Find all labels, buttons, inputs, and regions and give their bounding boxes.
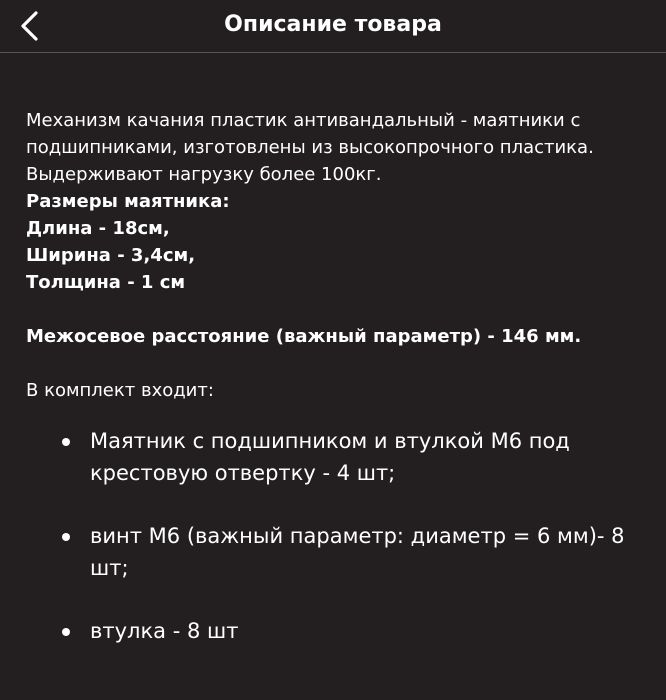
kit-list [26, 425, 640, 647]
list-item: Маятник с подшипником и втулкой М6 под крестовую отвертку - 4 шт; [26, 425, 640, 489]
size-width: Ширина - 3,4см, [26, 245, 196, 266]
sizes-heading: Размеры маятника: [26, 191, 230, 212]
axis-distance: Межосевое расстояние (важный параметр) - 146 мм. [26, 326, 582, 347]
list-item: втулка - 8 шт [26, 615, 640, 647]
size-thickness: Толщина - 1 см [26, 272, 186, 293]
description-intro: Механизм качания пластик антивандальный - маятники с подшипниками, изготовлены из высокопрочного пластика. Выдерживают нагрузку более 100кг. [26, 110, 594, 185]
size-length: Длина - 18см, [26, 218, 170, 239]
product-description [0, 53, 666, 647]
app-header [0, 0, 666, 53]
list-item: винт М6 (важный параметр: диаметр = 6 мм)- 8 шт; [26, 520, 640, 584]
kit-heading: В комплект входит: [26, 380, 214, 401]
page-title: Описание товара [224, 12, 442, 37]
